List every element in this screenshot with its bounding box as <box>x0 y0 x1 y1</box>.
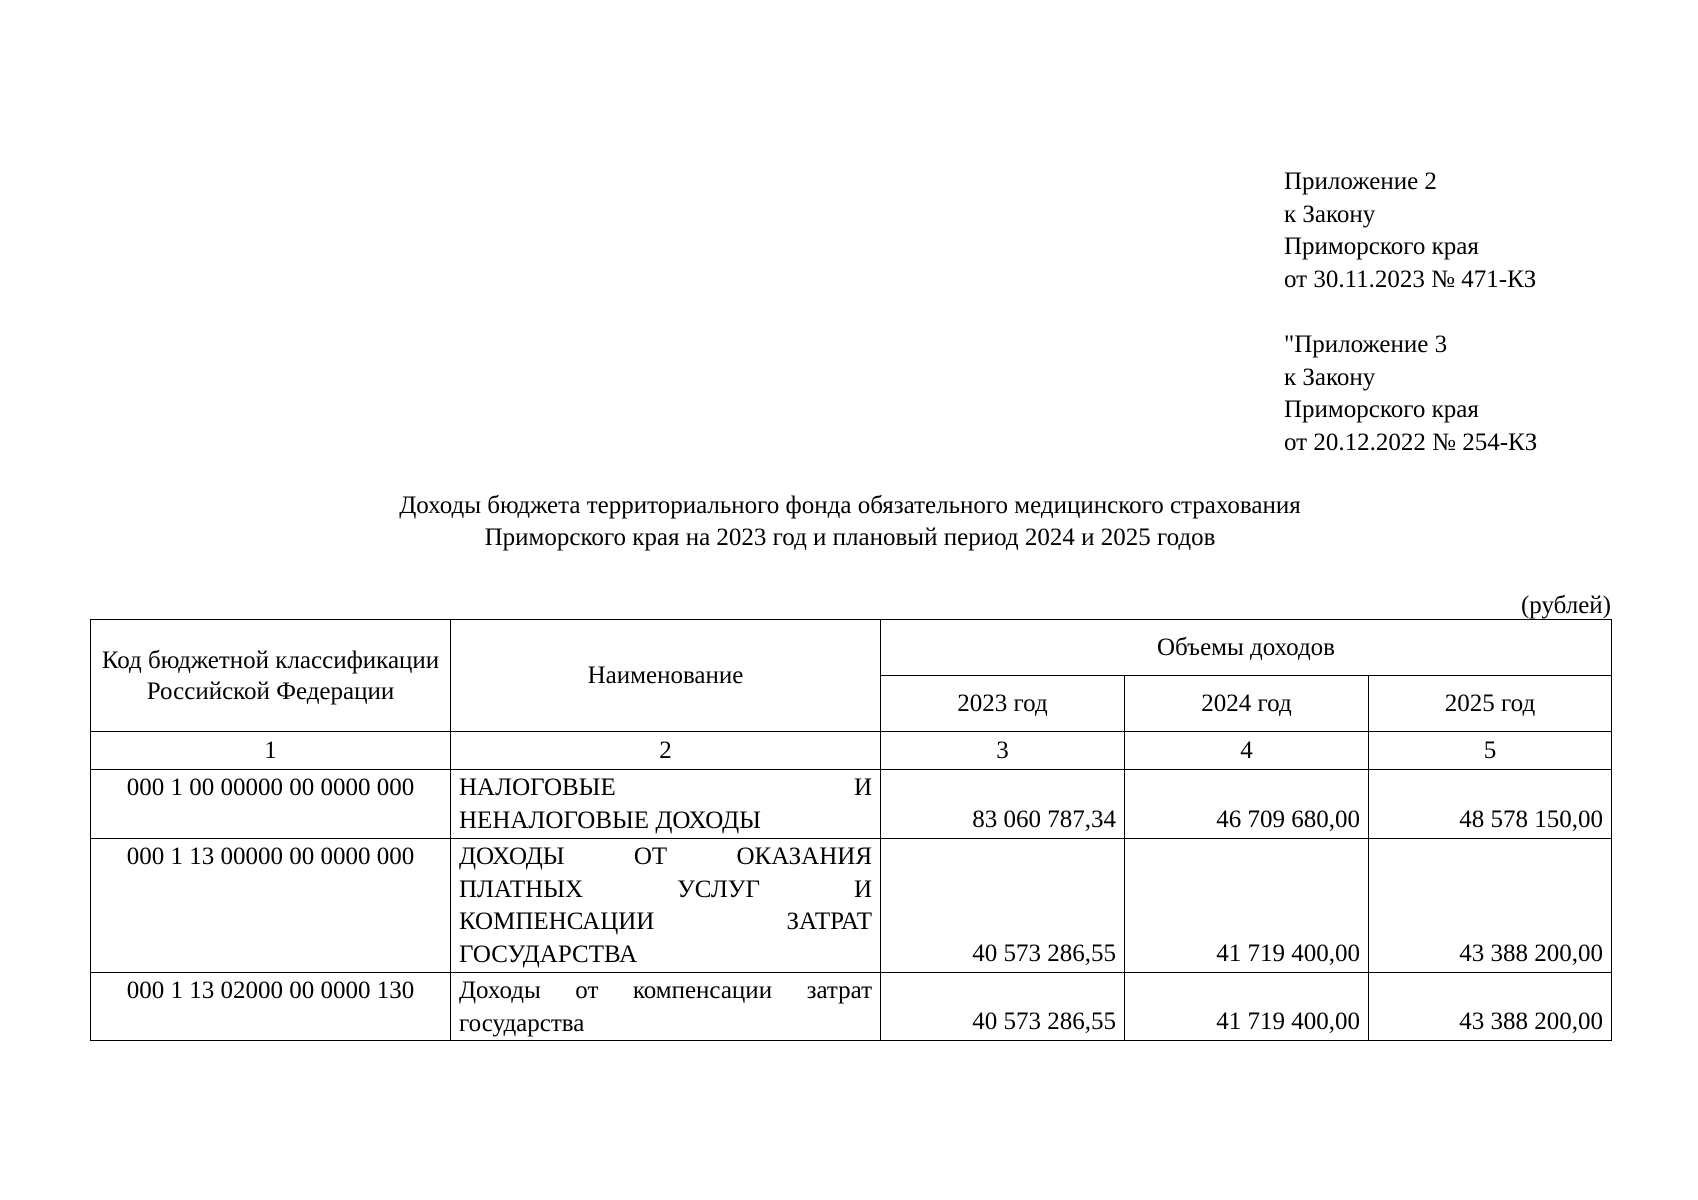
row-value-2024: 41 719 400,00 <box>1125 839 1369 973</box>
row-name: Доходы от компенсации затрат государства <box>451 973 881 1041</box>
header-name: Наименование <box>451 620 881 732</box>
row-code: 000 1 13 02000 00 0000 130 <box>91 973 451 1041</box>
appendix-line: к Закону <box>1284 363 1376 391</box>
column-number: 4 <box>1125 732 1369 770</box>
units-label: (рублей) <box>1520 592 1611 619</box>
column-number: 5 <box>1369 732 1612 770</box>
header-volumes: Объемы доходов <box>881 620 1612 676</box>
row-value-2025: 48 578 150,00 <box>1369 770 1612 839</box>
row-code: 000 1 00 00000 00 0000 000 <box>91 770 451 839</box>
header-year-2024: 2024 год <box>1125 676 1369 732</box>
table-row <box>91 839 1612 973</box>
row-value-2025: 43 388 200,00 <box>1369 839 1612 973</box>
row-value-2023: 83 060 787,34 <box>881 770 1125 839</box>
appendix-header-amended <box>1284 329 1537 459</box>
row-name-line <box>459 772 872 805</box>
appendix-line: к Закону <box>1284 200 1376 228</box>
column-number: 3 <box>881 732 1125 770</box>
title-line-1: Доходы бюджета территориального фонда обязательного медицинского страхования <box>399 492 1301 519</box>
header-year-2025: 2025 год <box>1369 676 1612 732</box>
header-code: Код бюджетной классификации Российской Федерации <box>91 620 451 732</box>
row-name: ДОХОДЫ ОТ ОКАЗАНИЯ ПЛАТНЫХ УСЛУГ И КОМПЕНСАЦИИ ЗАТРАТ ГОСУДАРСТВА <box>451 839 881 973</box>
column-number: 2 <box>451 732 881 770</box>
appendix-line: Приложение 2 <box>1284 168 1437 195</box>
table-row <box>91 770 1612 839</box>
title-line-2: Приморского края на 2023 год и плановый период 2024 и 2025 годов <box>484 524 1216 551</box>
column-number-row <box>91 732 1612 770</box>
row-value-2024: 41 719 400,00 <box>1125 973 1369 1041</box>
header-year-2023: 2023 год <box>881 676 1125 732</box>
appendix-header-current <box>1284 166 1536 296</box>
appendix-line: от 30.11.2023 № 471-КЗ <box>1284 265 1537 293</box>
appendix-line: от 20.12.2022 № 254-КЗ <box>1284 428 1538 456</box>
appendix-line: "Приложение 3 <box>1284 331 1448 358</box>
row-name-part: И <box>853 774 872 801</box>
row-value-2024: 46 709 680,00 <box>1125 770 1369 839</box>
document-title <box>200 490 1500 554</box>
row-code: 000 1 13 00000 00 0000 000 <box>91 839 451 973</box>
table-row <box>91 973 1612 1041</box>
appendix-line: Приморского края <box>1284 233 1479 260</box>
appendix-line: Приморского края <box>1284 396 1479 423</box>
column-number: 1 <box>91 732 451 770</box>
row-name-part: НАЛОГОВЫЕ <box>459 774 616 801</box>
row-value-2025: 43 388 200,00 <box>1369 973 1612 1041</box>
revenue-table <box>90 619 1612 1041</box>
row-value-2023: 40 573 286,55 <box>881 973 1125 1041</box>
row-name-part: НЕНАЛОГОВЫЕ ДОХОДЫ <box>459 806 761 834</box>
row-name <box>451 770 881 839</box>
row-value-2023: 40 573 286,55 <box>881 839 1125 973</box>
